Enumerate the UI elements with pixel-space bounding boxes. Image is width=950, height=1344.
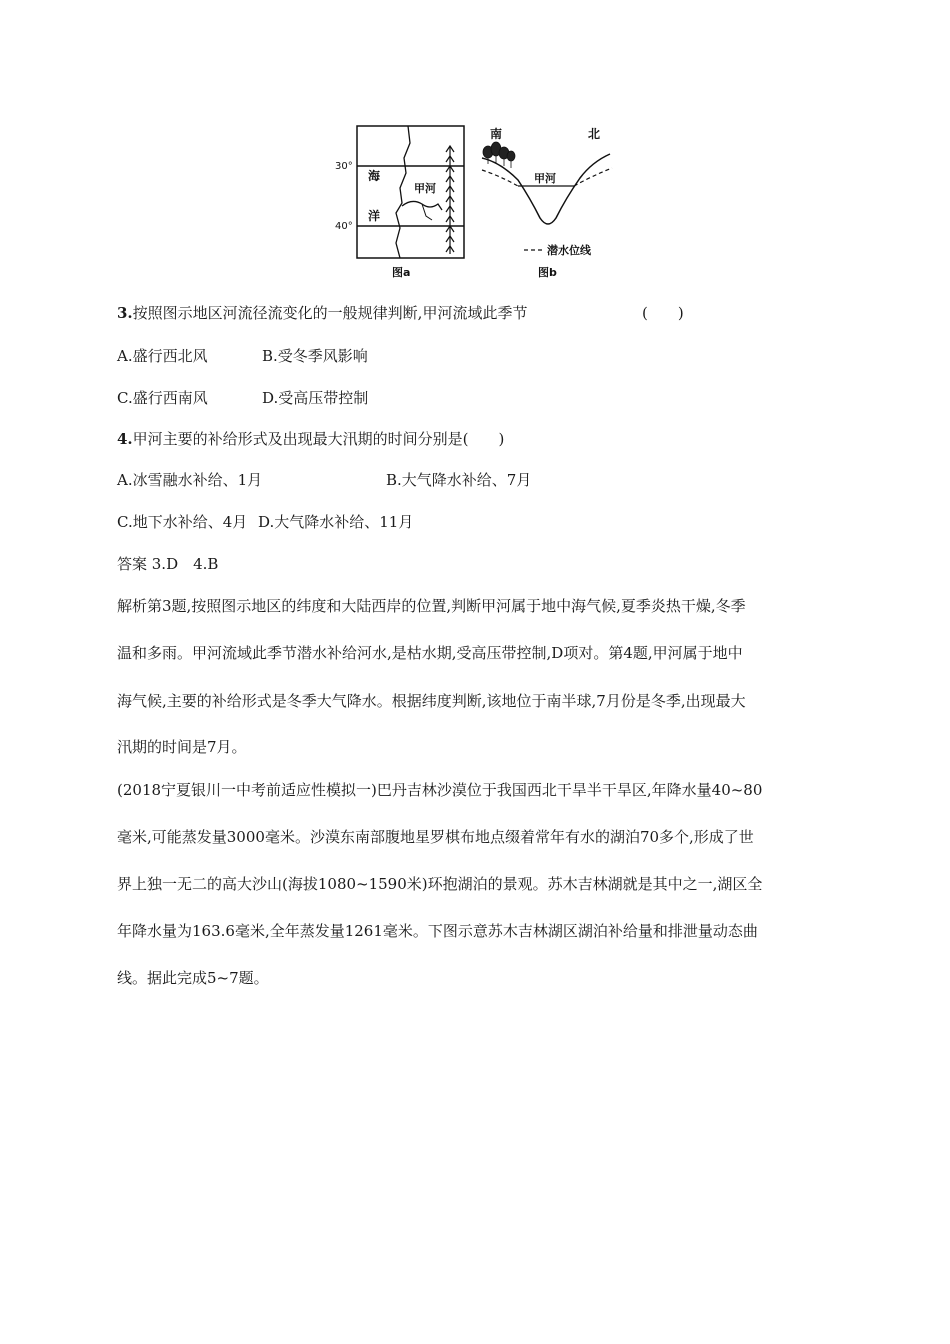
answer: 答案 3.D 4.B: [117, 555, 219, 573]
ground-profile: [482, 154, 610, 224]
q3-option-b: B.受冬季风影响: [262, 347, 368, 365]
river-jia: [402, 201, 442, 210]
passage-line-1: (2018宁夏银川一中考前适应性模拟一)巴丹吉林沙漠位于我国西北干旱半干旱区,年降水量40~80: [117, 781, 763, 799]
question-3-blank: ( ): [642, 304, 684, 322]
q4-option-c: C.地下水补给、4月: [117, 513, 248, 531]
question-3-stem: 按照图示地区河流径流变化的一般规律判断,甲河流域此季节: [132, 304, 528, 322]
lat-30-label: 30°: [335, 161, 353, 172]
map-a-caption: 图a: [392, 266, 411, 279]
passage-line-4: 年降水量为163.6毫米,全年蒸发量1261毫米。下图示意苏木吉林湖区湖泊补给量和排泄量动态曲: [117, 922, 758, 940]
question-4: [117, 429, 504, 449]
q3-option-c: C.盛行西南风: [117, 389, 208, 407]
figure-map-and-profile: [330, 118, 630, 288]
analysis-line-1: 解析第3题,按照图示地区的纬度和大陆西岸的位置,判断甲河属于地中海气候,夏季炎热干燥,冬季: [117, 597, 746, 615]
mountain-ridge: [446, 146, 454, 254]
south-label: 南: [490, 127, 503, 141]
q3-option-a: A.盛行西北风: [117, 347, 208, 365]
q3-option-d: D.受高压带控制: [262, 389, 369, 407]
lat-40-label: 40°: [335, 221, 353, 232]
legend-label: 潜水位线: [547, 244, 591, 257]
question-3-number: 3.: [117, 304, 133, 322]
map-river-label: 甲河: [414, 182, 436, 195]
north-label: 北: [588, 127, 601, 141]
q4-option-b: B.大气降水补给、7月: [386, 471, 532, 489]
ocean-label-2: 洋: [368, 209, 381, 223]
q4-option-d: D.大气降水补给、11月: [258, 513, 414, 531]
ocean-label-1: 海: [368, 169, 381, 183]
water-table-left: [482, 170, 518, 186]
passage-line-3: 界上独一无二的高大沙山(海拔1080~1590米)环抱湖泊的景观。苏木吉林湖就是其中之一,湖区全: [117, 875, 763, 893]
question-3: [117, 303, 527, 323]
passage-line-2: 毫米,可能蒸发量3000毫米。沙漠东南部腹地星罗棋布地点缀着常年有水的湖泊70多个,形成了世: [117, 828, 754, 846]
passage-line-5: 线。据此完成5~7题。: [117, 969, 269, 987]
profile-b-caption: 图b: [538, 266, 557, 279]
analysis-line-2: 温和多雨。甲河流域此季节潜水补给河水,是枯水期,受高压带控制,D项对。第4题,甲河属于地中: [117, 644, 743, 662]
profile-river-label: 甲河: [534, 172, 556, 185]
water-table-right: [574, 168, 612, 186]
q4-option-a: A.冰雪融水补给、1月: [117, 471, 263, 489]
question-4-number: 4.: [117, 430, 133, 448]
analysis-line-3: 海气候,主要的补给形式是冬季大气降水。根据纬度判断,该地位于南半球,7月份是冬季,出现最大: [117, 692, 746, 710]
question-4-stem: 甲河主要的补给形式及出现最大汛期的时间分别是( ): [132, 430, 505, 448]
analysis-line-4: 汛期的时间是7月。: [117, 738, 247, 756]
coastline: [396, 126, 410, 258]
